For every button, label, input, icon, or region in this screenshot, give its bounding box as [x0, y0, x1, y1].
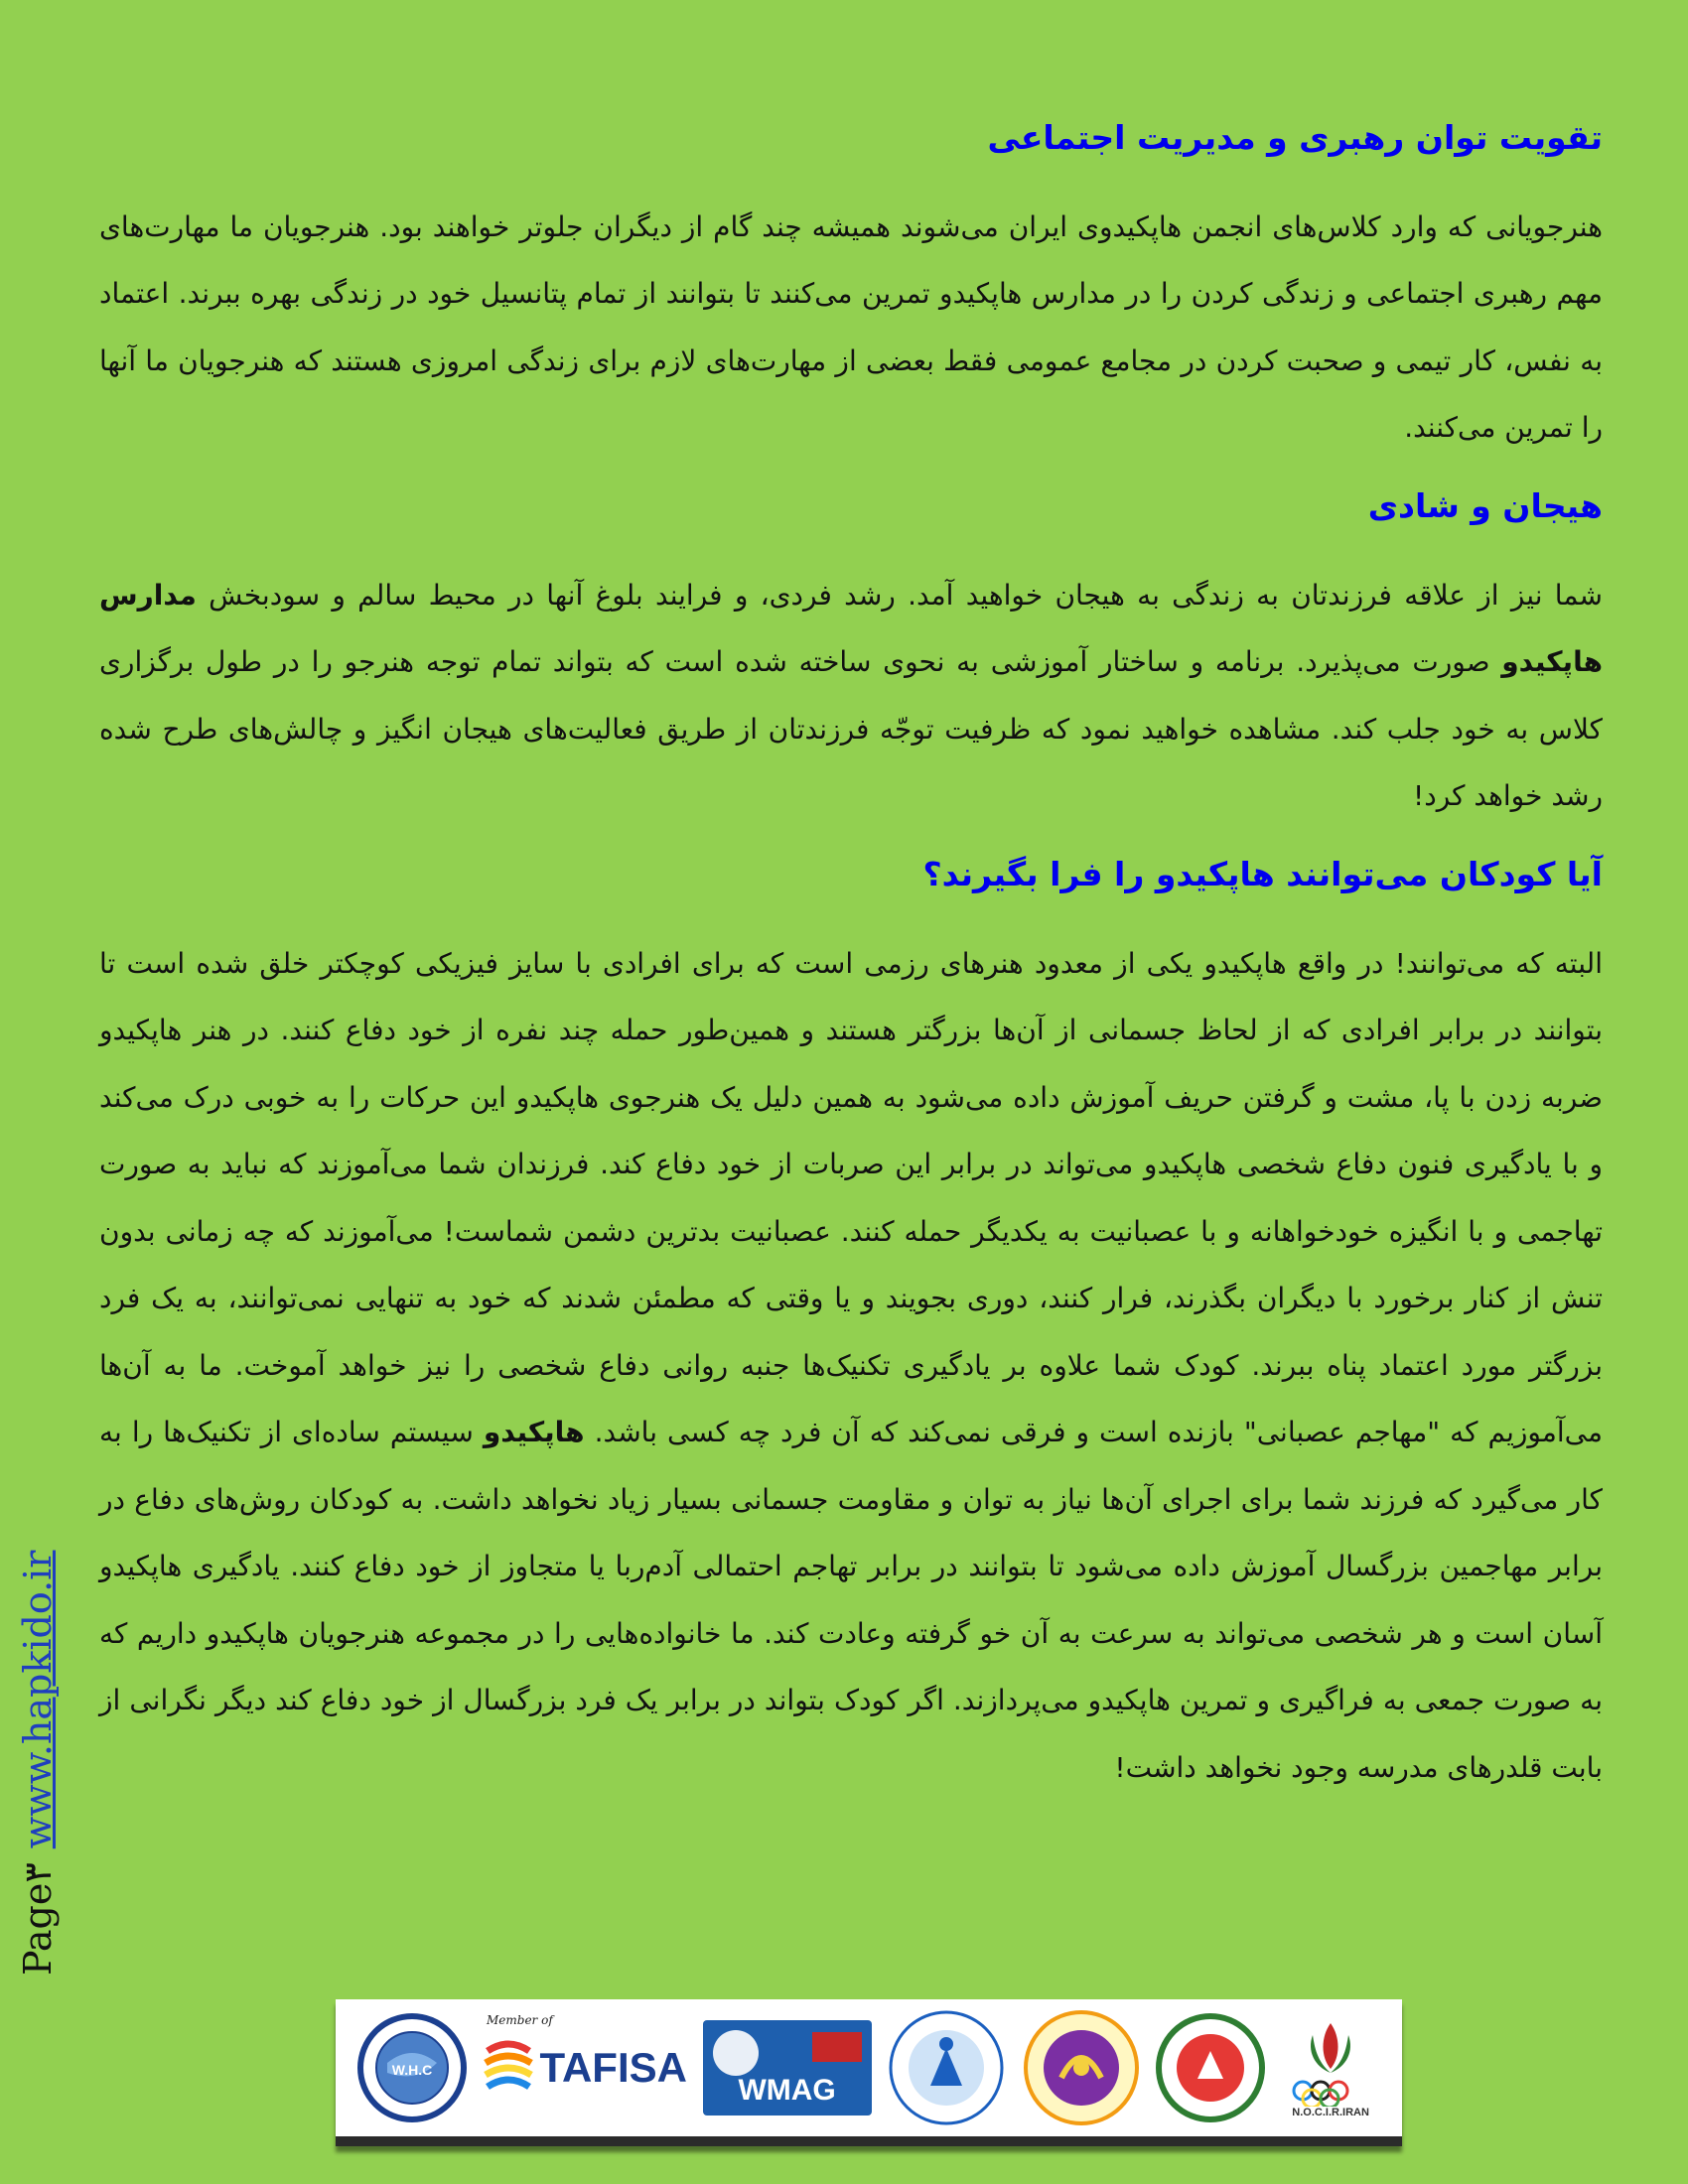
svg-text:W.H.C: W.H.C	[391, 2062, 433, 2078]
logo-strip	[336, 1999, 1402, 2146]
iran-hapkido-association-logo	[1022, 2008, 1141, 2127]
bold-term-hapkido-schools: مدارس هاپکیدو	[99, 578, 1603, 679]
world-hapkido-confederation-logo	[357, 2013, 467, 2122]
paragraph-leadership	[99, 194, 1603, 462]
paragraph-text: شما نیز از علاقه فرزندتان به زندگی به هیجان خواهید آمد. رشد فردی، و فرایند بلوغ آنها در محیط سالم و سودبخش	[196, 578, 1603, 612]
paragraph-text: صورت می‌پذیرد. برنامه و ساختار آموزشی به نحوی ساخته شده است که بتواند تمام توجه هنرجو را در طول برگزاری کلاس به خود جلب کند. مشاهده خواهید نمود که ظرفیت توجّه فرزندتان از طریق فعالیت‌های هیجان انگیز و چالش‌های طرح شده رشد خواهد کرد!	[99, 645, 1603, 813]
noc-iran-logo	[1281, 2017, 1380, 2118]
paragraph-text: البته که می‌توانند! در واقع هاپکیدو یکی از معدود هنرهای رزمی است که برای افرادی با سایز فیزیکی کوچکتر خلق شده است تا بتوانند در برابر افرادی که از لحاظ جسمانی از آن‌ها بزرگتر هستند و همین‌طور حمله چند نفره از خود دفاع کنند. در هنر هاپکیدو ضربه زدن با پا، مشت و گرفتن حریف آموزش داده می‌شود به همین دلیل یک هنرجوی هاپکیدو این حرکات را به خوبی درک می‌کند و با یادگیری فنون دفاع شخصی هاپکیدو می‌تواند در برابر این صربات از خود دفاع کند. فرزندان شما می‌آموزند که نباید به صورت تهاجمی و با انگیزه خودخواهانه و با عصبانیت به یکدیگر حمله کنند. عصبانیت بدترین دشمن شماست! می‌آموزند که چه زمانی بدون تنش از کنار برخورد با دیگران بگذرند، فرار کنند، دوری بجویند و یا وقتی که مطمئن شدند که خود به تنهایی نمی‌توانند، به یک فرد بزرگتر مورد اعتماد پناه ببرند. کودک شما علاوه بر یادگیری تکنیک‌ها جنبه روانی دفاع شخصی را نیز خواهد آموخت. ما به آن‌ها می‌آموزیم که "مهاجم عصبانی" بازنده است و فرقی نمی‌کند که آن فرد چه کسی باشد.	[99, 946, 1603, 1449]
paragraph-text: هنرجویانی که وارد کلاس‌های انجمن هاپکیدوی ایران می‌شوند همیشه چند گام از دیگران جلوتر خواهند بود. هنرجویان ما مهارت‌های مهم رهبری اجتماعی و زندگی کردن را در مدارس هاپکیدو تمرین می‌کنند تا بتوانند از تمام پتانسیل خود در زندگی بهره ببرند. اعتماد به نفس، کار تیمی و صحبت کردن در مجامع عمومی فقط بعضی از مهارت‌های لازم برای زندگی امروزی هستند که هنرجویان ما آنها را تمرین می‌کنند.	[99, 209, 1603, 445]
document-body	[99, 117, 1603, 1825]
page-footer-vertical	[8, 1479, 68, 1976]
section-heading-leadership: تقویت توان رهبری و مدیریت اجتماعی	[987, 118, 1603, 157]
paragraph-excitement	[99, 562, 1603, 830]
asian-hapkido-federation-logo	[887, 2008, 1006, 2127]
tafisa-logo	[482, 2033, 687, 2103]
bold-term-hapkido: هاپکیدو	[483, 1416, 585, 1449]
website-link[interactable]: www.hapkido.ir	[16, 1550, 60, 1849]
noc-iran-caption: N.O.C.I.R.IRAN	[1292, 2107, 1369, 2118]
section-heading-children: آیا کودکان می‌توانند هاپکیدو را فرا بگیرند؟	[922, 854, 1603, 893]
tafisa-wordmark: TAFISA	[539, 2044, 687, 2091]
paragraph-children	[99, 930, 1603, 1802]
member-of-label: Member of	[487, 2013, 553, 2027]
wmag-wordmark: WMAG	[738, 2074, 836, 2107]
paragraph-text: سیستم ساده‌ای از تکنیک‌ها را به کار می‌گیرد که فرزند شما برای اجرای آن‌ها نیاز به توان و مقاومت جسمانی بسیار زیاد نخواهد داشت. به کودکان روش‌های دفاع در برابر مهاجمین بزرگسال آموزش داده می‌شود تا بتوانند در برابر تهاجم احتمالی آدم‌ربا یا متجاوز از خود دفاع کنند. یادگیری هاپکیدو آسان است و هر شخصی می‌تواند به سرعت به آن خو گرفته وعادت کند. ما خانواده‌هایی را در مجموعه هنرجویان هاپکیدو داریم که به صورت جمعی به فراگیری و تمرین هاپکیدو می‌پردازند. اگر کودک بتواند در برابر یک فرد بزرگسال از خود دفاع کند دیگر نگرانی از بابت قلدرهای مدرسه وجود نخواهد داشت!	[99, 1416, 1603, 1784]
section-heading-excitement: هیجان و شادی	[1367, 485, 1603, 525]
wmag-logo	[703, 2020, 872, 2116]
page-number: Page۳	[16, 1862, 60, 1976]
martial-arts-federation-logo	[1156, 2013, 1265, 2122]
